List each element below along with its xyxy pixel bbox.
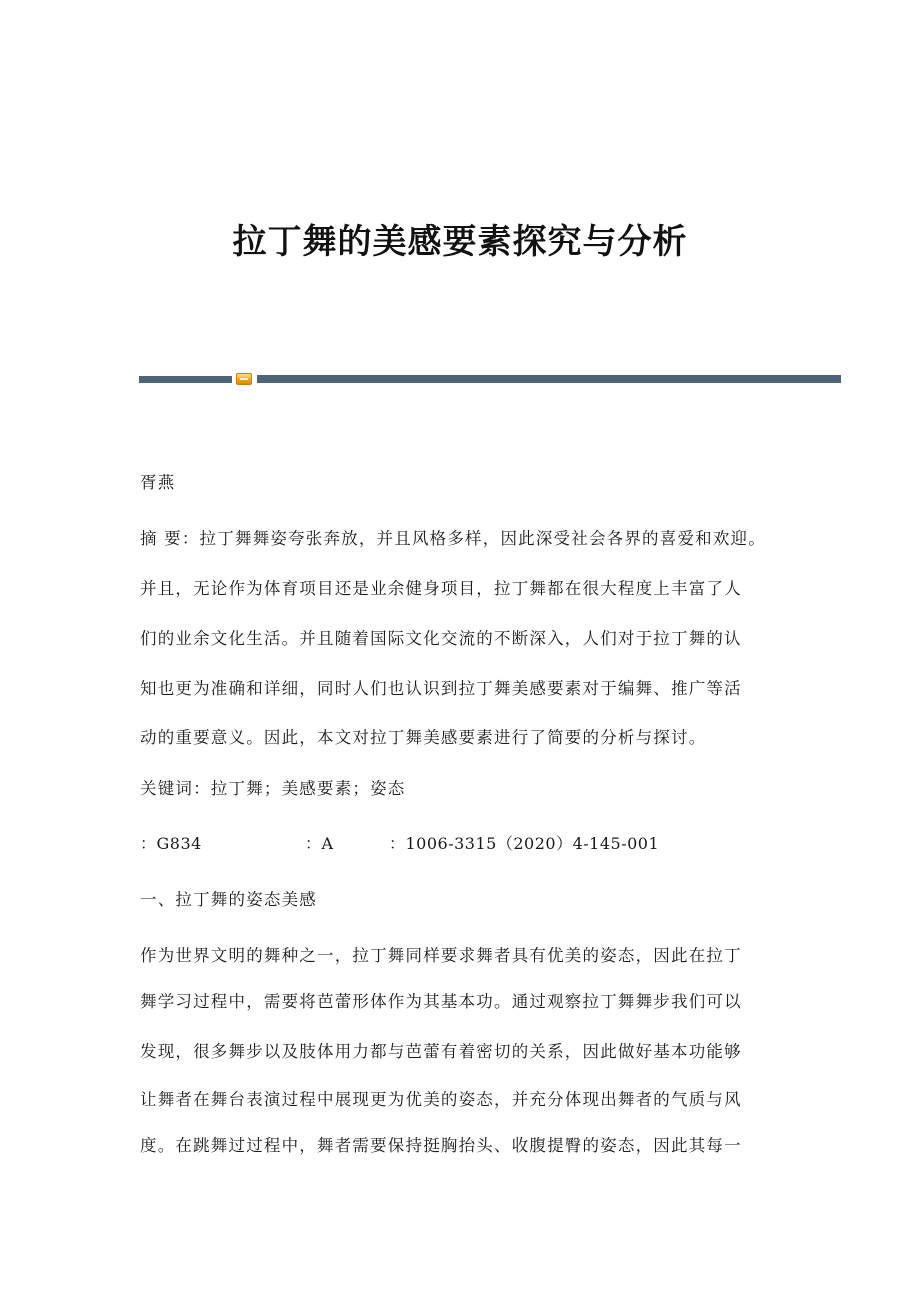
body-line: 作为世界文明的舞种之一，拉丁舞同样要求舞者具有优美的姿态，因此在拉丁 <box>140 946 742 965</box>
body-line: 让舞者在舞台表演过程中展现更为优美的姿态，并充分体现出舞者的气质与风 <box>140 1090 742 1109</box>
abstract-line: 摘 要：拉丁舞舞姿夸张奔放，并且风格多样，因此深受社会各界的喜爱和欢迎。 <box>140 529 766 548</box>
document-code: ：A <box>305 834 334 853</box>
title-divider-left <box>139 376 232 383</box>
body-line: 舞学习过程中，需要将芭蕾形体作为其基本功。通过观察拉丁舞舞步我们可以 <box>140 992 742 1011</box>
body-line: 发现，很多舞步以及肢体用力都与芭蕾有着密切的关系，因此做好基本功能够 <box>140 1042 742 1061</box>
body-line: 度。在跳舞过过程中，舞者需要保持挺胸抬头、收腹提臀的姿态，因此其每一 <box>140 1136 742 1155</box>
abstract-line: 动的重要意义。因此，本文对拉丁舞美感要素进行了简要的分析与探讨。 <box>140 728 707 747</box>
abstract-line: 知也更为准确和详细，同时人们也认识到拉丁舞美感要素对于编舞、推广等活 <box>140 679 742 698</box>
section-heading: 一、拉丁舞的姿态美感 <box>140 890 317 909</box>
abstract-line: 们的业余文化生活。并且随着国际文化交流的不断深入，人们对于拉丁舞的认 <box>140 629 742 648</box>
keywords: 关键词：拉丁舞；美感要素；姿态 <box>140 779 406 798</box>
author-name: 胥燕 <box>140 473 176 492</box>
document-title: 拉丁舞的美感要素探究与分析 <box>232 222 688 262</box>
abstract-line: 并且，无论作为体育项目还是业余健身项目，拉丁舞都在很大程度上丰富了人 <box>140 579 742 598</box>
title-divider-right <box>257 375 841 383</box>
clc-number: ：G834 <box>140 834 202 853</box>
article-id: ：1006-3315（2020）4-145-001 <box>389 834 660 853</box>
divider-ornament-icon <box>236 373 252 385</box>
